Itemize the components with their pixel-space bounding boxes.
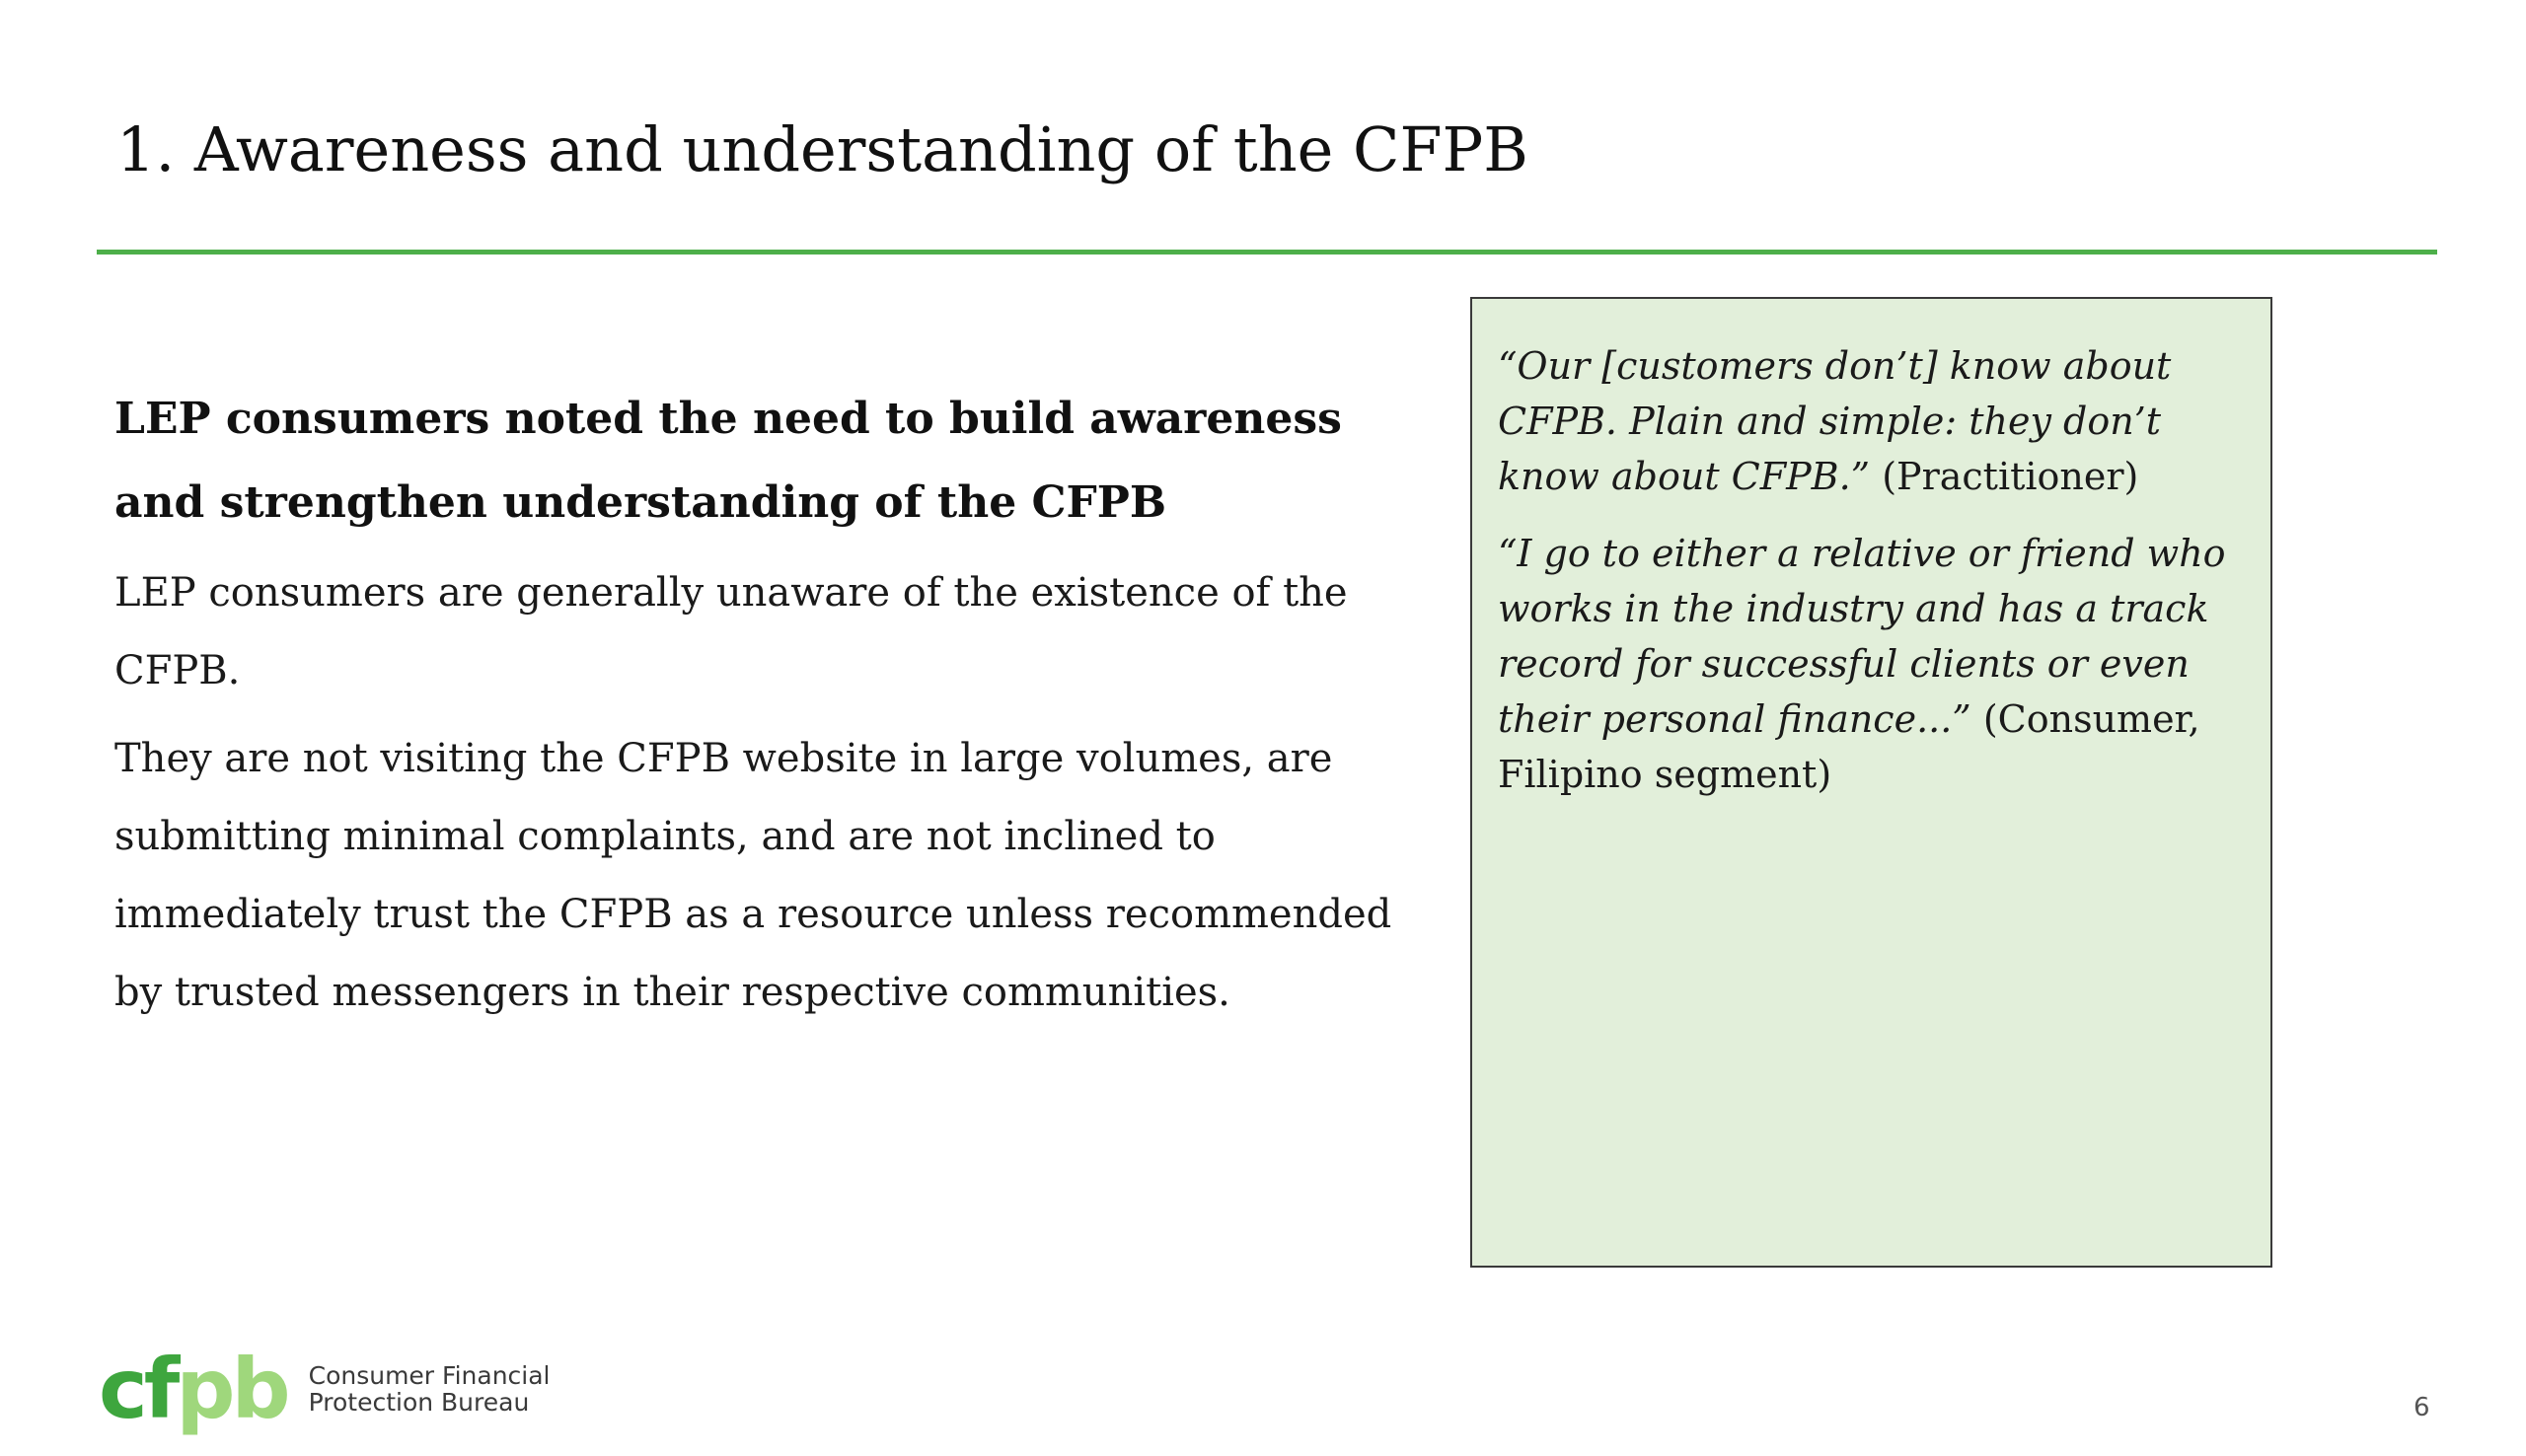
logo-mark-pb: pb <box>176 1341 287 1437</box>
logo-line-2: Protection Bureau <box>308 1388 530 1417</box>
body-paragraph-2: They are not visiting the CFPB website in large volumes, are submitting minimal complaints, and are not inclined to immediately trust the CFPB as a resource unless recommended by trusted messengers in their respective communities. <box>114 736 1392 1015</box>
slide-title: 1. Awareness and understanding of the CFPB <box>116 113 1528 185</box>
quote-1 <box>1498 338 2245 504</box>
body-paragraph-1: LEP consumers are generally unaware of the existence of the CFPB. <box>114 570 1348 693</box>
quote-1-attribution: (Practitioner) <box>1870 455 2139 498</box>
logo-line-1: Consumer Financial <box>308 1361 551 1390</box>
cfpb-logo <box>99 1341 551 1437</box>
page-number: 6 <box>2414 1393 2430 1422</box>
title-divider <box>97 250 2437 255</box>
quote-2 <box>1498 526 2245 802</box>
main-content <box>114 377 1437 1042</box>
section-heading: LEP consumers noted the need to build awareness and strengthen understanding of the CFPB <box>114 394 1342 528</box>
logo-wordmark <box>309 1362 551 1416</box>
logo-mark-cf: cf <box>99 1341 177 1437</box>
cfpb-logo-mark <box>99 1341 287 1437</box>
quote-box <box>1470 297 2272 1268</box>
quote-1-text: “Our [customers don’t] know about CFPB. Plain and simple: they don’t know about CFPB.” <box>1498 344 2172 498</box>
quote-2-text: “I go to either a relative or friend who works in the industry and has a track record for successful clients or even their personal finance...” <box>1498 532 2226 741</box>
quote-2-attribution: (Consumer, Filipino segment) <box>1498 697 2200 796</box>
